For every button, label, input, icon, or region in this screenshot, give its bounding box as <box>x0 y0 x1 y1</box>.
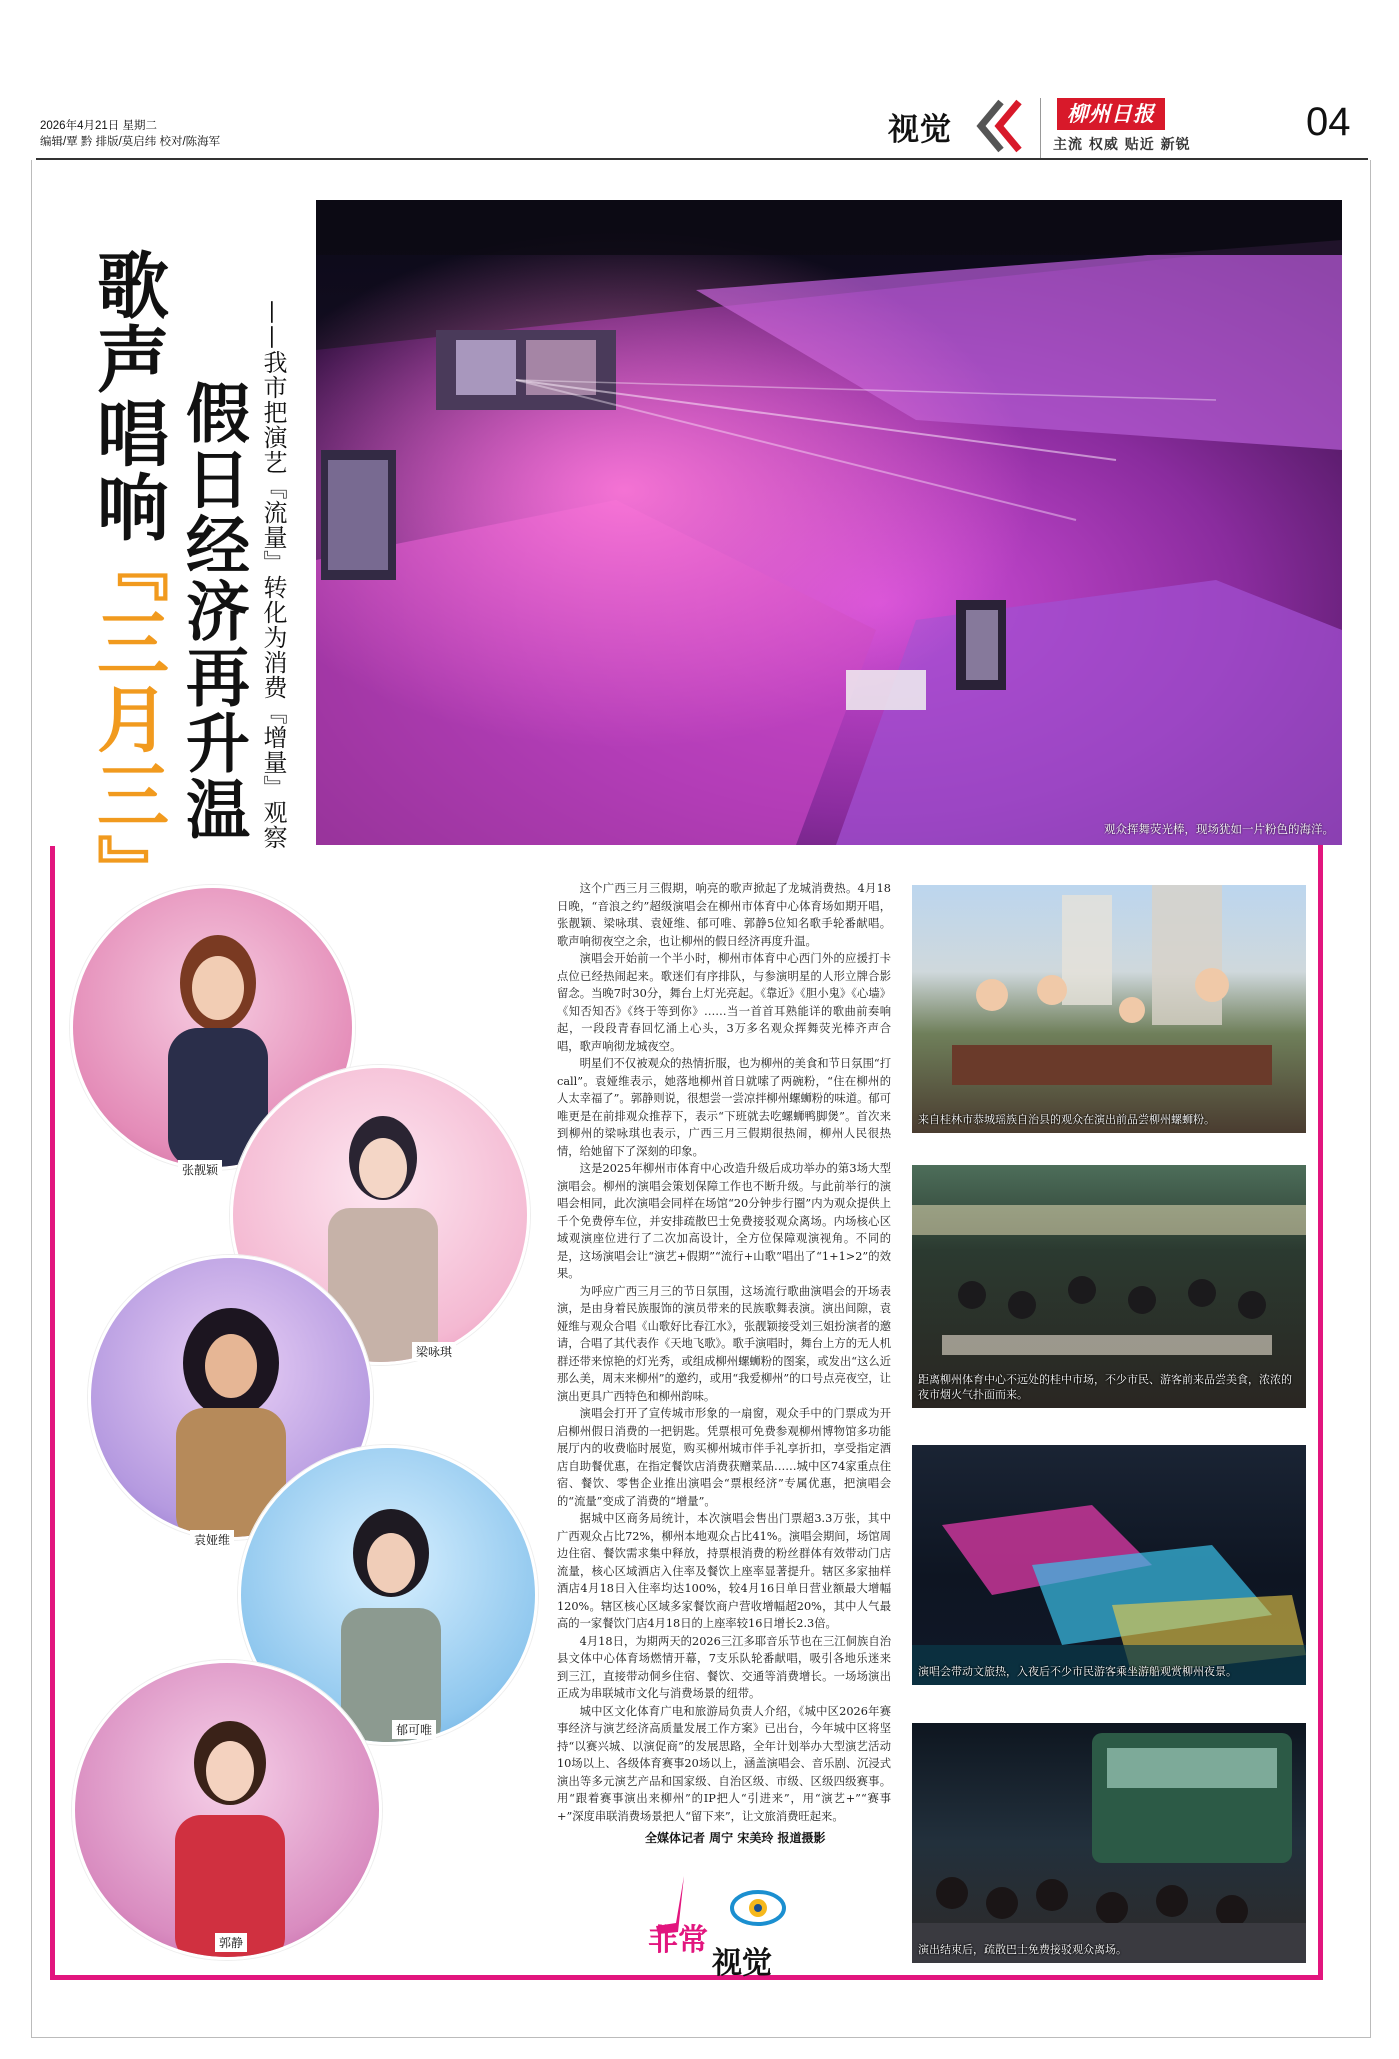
chevron-left-icon <box>975 96 1023 156</box>
side-photo-caption-3: 演唱会带动文旅热，入夜后不少市民游客乘坐游船观赏柳州夜景。 <box>918 1665 1237 1678</box>
side-photo-3 <box>912 1445 1306 1685</box>
singer-figure <box>75 1663 382 1960</box>
photo-scene <box>912 1445 1306 1685</box>
article-paragraph: 据城中区商务局统计，本次演唱会售出门票超3.3万张，其中广西观众占比72%，柳州本地观众占比41%。演唱会期间，场馆周边住宿、餐饮需求集中释放，持票根消费的粉丝群体有效带动门店流量，核心区域酒店入住率及餐饮上座率显著提升。辖区多家抽样酒店4月18日入住率均达100%，较4月16日单日营业额最大增幅120%。辖区核心区域多家餐饮商户营收增幅超20%，其中人气最高的一家餐饮门店4月18日的上座率较16日增长2.3倍。 <box>557 1512 891 1630</box>
article-body <box>557 880 891 1825</box>
singer-name-4: 郁可唯 <box>392 1720 436 1739</box>
side-photo-caption-4: 演出结束后，疏散巴士免费接驳观众离场。 <box>918 1943 1127 1956</box>
byline: 全媒体记者 周宁 宋美玲 报道摄影 <box>645 1831 826 1845</box>
headline-main: 歌声唱响 <box>85 248 169 544</box>
logo-text-2: 视觉 <box>712 1946 772 1981</box>
article-paragraph: 明星们不仅被观众的热情折服，也为柳州的美食和节日氛围“打call”。袁娅维表示，她落地柳州首日就嗦了两碗粉，“住在柳州的人太幸福了”。郭静则说，很想尝一尝凉拌柳州螺蛳粉的味道。郁可唯更是在前排观众推荐下，表示“下班就去吃螺蛳鸭脚煲”。首次来到柳州的梁咏琪也表示，广西三月三假期很热闹，柳州人民很热情，给她留下了深刻的印象。 <box>557 1057 891 1158</box>
article-paragraph: 这个广西三月三假期，响亮的歌声掀起了龙城消费热。4月18日晚，“音浪之约”超级演唱会在柳州市体育中心体育场如期开唱，张靓颖、梁咏琪、袁娅维、郁可唯、郭静5位知名歌手轮番献唱。歌声响彻夜空之余，也让柳州的假日经济再度升温。 <box>557 882 891 948</box>
side-photo-4 <box>912 1723 1306 1963</box>
side-photo-caption-2: 距离柳州体育中心不远处的桂中市场，不少市民、游客前来品尝美食，浓浓的夜市烟火气扑面而来。 <box>918 1373 1292 1401</box>
side-photo-caption-1: 来自桂林市恭城瑶族自治县的观众在演出前品尝柳州螺蛳粉。 <box>918 1113 1215 1126</box>
photo-scene <box>912 885 1306 1133</box>
photo-scene <box>912 1723 1306 1963</box>
header-info <box>40 118 220 150</box>
singer-name-5: 郭静 <box>215 1933 247 1952</box>
singer-name-1: 张靓颖 <box>178 1160 222 1179</box>
article-paragraph: 城中区文化体育广电和旅游局负责人介绍，《城中区2026年赛事经济与演艺经济高质量发展工作方案》已出台，今年城中区将坚持“以赛兴城、以演促商”的发展思路，全年计划举办大型演艺活动10场以上、各级体育赛事20场以上，涵盖演唱会、音乐剧、沉浸式演出等多元演艺产品和国家级、自治区级、市级、区级四级赛事。用“跟着赛事演出来柳州”的IP把人“引进来”，用“演艺+”“赛事+”深度串联消费场景把人“留下来”，让文旅消费旺起来。 <box>557 1704 891 1823</box>
headline-secondary: 假日经济再升温 <box>175 380 249 842</box>
date-line: 2026年4月21日 星期二 <box>40 120 157 132</box>
concert-stadium-image <box>316 200 1342 845</box>
singer-name-2: 梁咏琪 <box>412 1342 456 1361</box>
headline-highlight: 『三月三』 <box>85 530 169 910</box>
feichang-shijue-logo <box>646 1868 796 1983</box>
header-divider <box>1040 98 1041 158</box>
side-photo-2 <box>912 1165 1306 1408</box>
article-paragraph: 这是2025年柳州市体育中心改造升级后成功举办的第3场大型演唱会。柳州的演唱会策划保障工作也不断升级。与此前举行的演唱会相同，此次演唱会同样在场馆“20分钟步行圈”内为观众提供上千个免费停车位，并安排疏散巴士免费接驳观众离场。内场核心区域观演座位进行了二次加高设计，全方位保障观演视角。不同的是，这场演唱会让“演艺+假期”“流行+山歌”唱出了“1+1>2”的效果。 <box>557 1162 891 1280</box>
singer-name-3: 袁娅维 <box>190 1530 234 1549</box>
masthead-slogan: 主流 权威 贴近 新锐 <box>1053 137 1191 153</box>
article-paragraph: 4月18日，为期两天的2026三江多耶音乐节也在三江侗族自治县文体中心体育场燃情开幕，7支乐队轮番献唱，吸引各地乐迷来到三江，直接带动侗乡住宿、餐饮、交通等消费增长。一场场演出正成为串联城市文化与消费场景的纽带。 <box>557 1634 891 1700</box>
masthead-logo: 柳州日报 <box>1057 98 1165 130</box>
article-paragraph: 演唱会打开了宣传城市形象的一扇窗，观众手中的门票成为开启柳州假日消费的一把钥匙。凭票根可免费参观柳州博物馆多功能展厅内的收费临时展览，购买柳州城市伴手礼享折扣，享受指定酒店自助餐优惠，在指定餐饮店消费获赠菜品……城中区74家重点住宿、餐饮、零售企业推出演唱会“票根经济”专属优惠，把演唱会的“流量”变成了消费的“增量”。 <box>557 1407 891 1508</box>
logo-text-1: 非常 <box>648 1923 708 1958</box>
side-photo-1 <box>912 885 1306 1133</box>
article-paragraph: 演唱会开始前一个半小时，柳州市体育中心西门外的应援打卡点位已经热闹起来。歌迷们有序排队，与参演明星的人形立牌合影留念。当晚7时30分，舞台上灯光亮起。《靠近》《胆小鬼》《心墙》《知否知否》《终于等到你》……当一首首耳熟能详的歌曲前奏响起，一段段青春回忆涌上心头，3万多名观众挥舞荧光棒齐声合唱，歌声响彻龙城夜空。 <box>557 952 891 1053</box>
hero-caption: 观众挥舞荧光棒，现场犹如一片粉色的海洋。 <box>1104 822 1334 836</box>
article-paragraph: 为呼应广西三月三的节日氛围，这场流行歌曲演唱会的开场表演，是由身着民族服饰的演员带来的民族歌舞表演。演出间隙，袁娅维与观众合唱《山歌好比春江水》，张靓颖接受刘三姐扮演者的邀请，合唱了其代表作《天地飞歌》。歌手演唱时，舞台上方的无人机群还带来惊艳的灯光秀，或组成柳州螺蛳粉的图案，或发出“这么近那么美，周末来柳州”的邀约，或用“我爱柳州”的口号点亮夜空，让演出更具广西特色和柳州韵味。 <box>557 1284 891 1403</box>
singer-photo-5 <box>72 1660 382 1960</box>
headline-deck: ——我市把演艺『流量』转化为消费『增量』观察 <box>259 300 287 850</box>
page-number: 04 <box>1306 100 1351 144</box>
section-title: 视觉 <box>888 112 952 148</box>
staff-line: 编辑/覃 黔 排版/莫启纬 校对/陈海军 <box>40 136 221 148</box>
hero-photo-concert <box>316 200 1342 845</box>
